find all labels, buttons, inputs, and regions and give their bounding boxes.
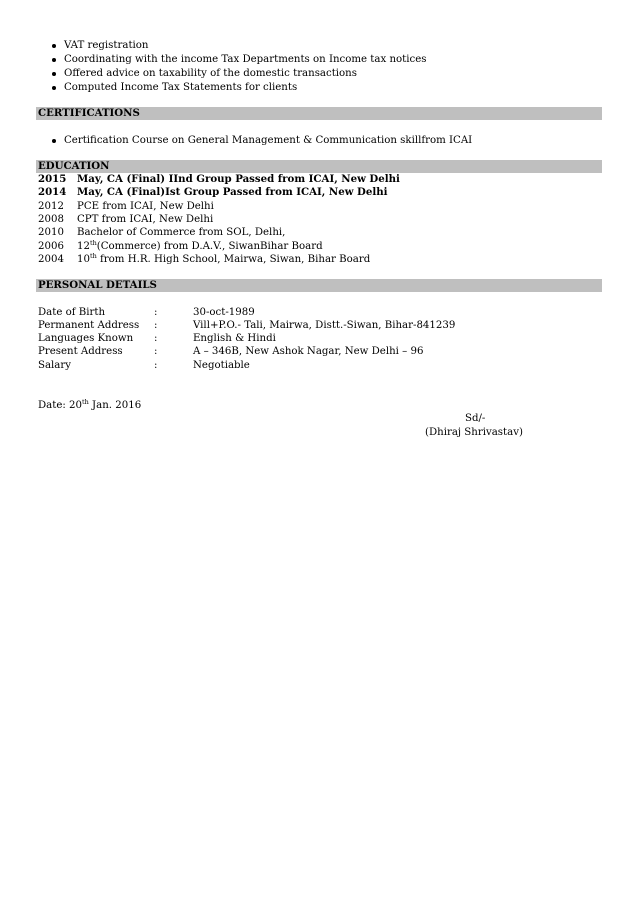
education-text: CPT from ICAI, New Delhi — [77, 214, 214, 225]
ordinal-suffix: th — [89, 252, 97, 260]
education-year: 2015 — [38, 173, 67, 185]
education-text: PCE from ICAI, New Delhi — [77, 201, 214, 212]
education-year: 2012 — [38, 201, 64, 212]
document-date — [38, 399, 141, 412]
personal-separator: : — [154, 307, 158, 318]
education-text: May, CA (Final)Ist Group Passed from ICAI, New Delhi — [77, 186, 388, 198]
education-year: 2008 — [38, 214, 64, 225]
personal-label: Salary — [38, 360, 72, 371]
education-text — [77, 253, 370, 266]
education-year: 2014 — [38, 186, 67, 198]
list-item: Computed Income Tax Statements for clients — [64, 81, 426, 95]
list-item: Coordinating with the income Tax Departments on Income tax notices — [64, 54, 427, 65]
date-suffix: Jan. 2016 — [88, 400, 142, 411]
personal-label: Languages Known — [38, 333, 134, 344]
personal-separator: : — [154, 320, 158, 331]
education-year: 2006 — [38, 241, 64, 252]
education-year: 2004 — [38, 254, 64, 265]
certifications-list — [64, 134, 472, 148]
personal-value: 30-oct-1989 — [193, 307, 255, 318]
education-text: May, CA (Final) IInd Group Passed from ICAI, New Delhi — [77, 173, 400, 185]
personal-separator: : — [154, 333, 158, 344]
personal-label: Permanent Address — [38, 320, 140, 331]
ordinal-suffix: th — [82, 398, 89, 406]
education-text — [77, 240, 323, 253]
certifications-heading: CERTIFICATIONS — [36, 107, 602, 120]
signatory-name: (Dhiraj Shrivastav) — [425, 427, 523, 438]
list-item: Certification Course on General Management & Communication skillfrom ICAI — [64, 135, 473, 146]
personal-details-heading: PERSONAL DETAILS — [36, 279, 602, 292]
personal-value: Negotiable — [193, 360, 250, 371]
education-text-post: (Commerce) from D.A.V., SiwanBihar Board — [96, 241, 323, 252]
list-item: VAT registration — [64, 39, 426, 53]
signature-mark: Sd/- — [465, 413, 486, 424]
personal-separator: : — [154, 346, 158, 357]
personal-label: Present Address — [38, 346, 123, 357]
personal-value: A – 346B, New Ashok Nagar, New Delhi – 96 — [193, 346, 424, 357]
ordinal-suffix: th — [89, 239, 97, 247]
personal-label: Date of Birth — [38, 307, 106, 318]
education-text-pre: 10 — [77, 254, 90, 265]
education-text-post: from H.R. High School, Mairwa, Siwan, Bihar Board — [96, 254, 371, 265]
personal-value: English & Hindi — [193, 333, 276, 344]
education-year: 2010 — [38, 227, 64, 238]
education-heading: EDUCATION — [36, 160, 602, 173]
education-text-pre: 12 — [77, 241, 90, 252]
experience-list — [64, 39, 426, 95]
personal-value: Vill+P.O.- Tali, Mairwa, Distt.-Siwan, Bihar-841239 — [193, 320, 456, 331]
list-item: Offered advice on taxability of the domestic transactions — [64, 67, 426, 81]
date-prefix: Date: 20 — [38, 400, 82, 411]
personal-separator: : — [154, 360, 158, 371]
education-text: Bachelor of Commerce from SOL, Delhi, — [77, 227, 286, 238]
